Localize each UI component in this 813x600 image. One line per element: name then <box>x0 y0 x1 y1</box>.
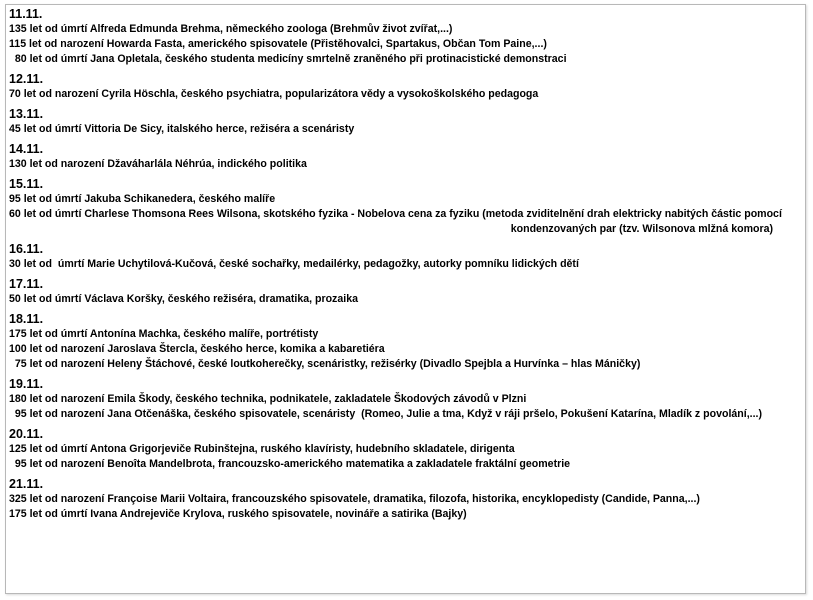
day-date: 15.11. <box>9 177 44 191</box>
day-date: 19.11. <box>9 377 44 391</box>
day-date: 17.11. <box>9 277 44 291</box>
anniversary-entry: 45 let od úmrtí Vittoria De Sicy, italského herce, režiséra a scenáristy <box>9 123 355 135</box>
day-date: 13.11. <box>9 107 44 121</box>
anniversary-entry: 80 let od úmrtí Jana Opletala, českého studenta medicíny smrtelně zraněného při protinacistické demonstraci <box>9 53 567 65</box>
day-section <box>9 72 805 102</box>
day-section <box>9 177 805 237</box>
anniversary-entry: 75 let od narození Heleny Štáchové, české loutkoherečky, scenáristky, režisérky (Divadlo Spejbla a Hurvínka – hlas Máničky) <box>9 358 641 370</box>
day-section <box>9 7 805 67</box>
day-section <box>9 477 805 522</box>
anniversary-entry-continuation: kondenzovaných par (tzv. Wilsonova mlžná komora) <box>510 223 773 235</box>
day-section <box>9 107 805 137</box>
anniversary-entry: 325 let od narození Françoise Marii Voltaira, francouzského spisovatele, dramatika, filozofa, historika, encyklopedisty (Candide, Panna,...) <box>9 493 700 505</box>
day-date: 12.11. <box>9 72 44 86</box>
anniversary-entry: 130 let od narození Džaváharlála Néhrúa, indického politika <box>9 158 307 170</box>
anniversary-entry: 70 let od narození Cyrila Höschla, českého psychiatra, popularizátora vědy a vysokoškolského pedagoga <box>9 88 539 100</box>
day-section <box>9 427 805 472</box>
day-section <box>9 242 805 272</box>
day-section <box>9 377 805 422</box>
anniversary-entry: 95 let od úmrtí Jakuba Schikanedera, českého malíře <box>9 193 276 205</box>
day-section <box>9 142 805 172</box>
day-section <box>9 312 805 372</box>
anniversary-entry: 95 let od narození Benoîta Mandelbrota, francouzsko-amerického matematika a zakladatele fraktální geometrie <box>9 458 571 470</box>
anniversary-entry: 50 let od úmrtí Václava Koršky, českého režiséra, dramatika, prozaika <box>9 293 358 305</box>
anniversary-entry: 175 let od úmrtí Ivana Andrejeviče Krylova, ruského spisovatele, novináře a satirika (Bajky) <box>9 508 467 520</box>
anniversary-entry: 100 let od narození Jaroslava Štercla, českého herce, komika a kabaretiéra <box>9 343 385 355</box>
anniversary-entry: 30 let od úmrtí Marie Uchytilová-Kučová, české sochařky, medailérky, pedagožky, autorky pomníku lidických dětí <box>9 258 579 270</box>
day-date: 16.11. <box>9 242 44 256</box>
day-section <box>9 277 805 307</box>
document-page <box>5 4 806 594</box>
anniversary-entry: 175 let od úmrtí Antonína Machka, českého malíře, portrétisty <box>9 328 319 340</box>
day-date: 11.11. <box>9 7 43 21</box>
day-date: 21.11. <box>9 477 44 491</box>
day-date: 14.11. <box>9 142 44 156</box>
day-date: 18.11. <box>9 312 44 326</box>
anniversary-entry: 135 let od úmrtí Alfreda Edmunda Brehma, německého zoologa (Brehmův život zvířat,...) <box>9 23 453 35</box>
anniversary-entry: 95 let od narození Jana Otčenáška, českého spisovatele, scenáristy (Romeo, Julie a tma, Když v ráji pršelo, Pokušení Katarína, Mladík z povolání,...) <box>9 408 763 420</box>
anniversary-entry: 115 let od narození Howarda Fasta, amerického spisovatele (Přistěhovalci, Spartakus, Občan Tom Paine,...) <box>9 38 547 50</box>
anniversary-entry: 180 let od narození Emila Škody, českého technika, podnikatele, zakladatele Škodových závodů v Plzni <box>9 393 527 405</box>
anniversary-entry: 125 let od úmrtí Antona Grigorjeviče Rubinštejna, ruského klavíristy, hudebního skladatele, dirigenta <box>9 443 515 455</box>
day-date: 20.11. <box>9 427 44 441</box>
anniversary-entry: 60 let od úmrtí Charlese Thomsona Rees Wilsona, skotského fyzika - Nobelova cena za fyziku (metoda zviditelnění drah elektricky nabitých částic pomocí <box>9 208 782 220</box>
